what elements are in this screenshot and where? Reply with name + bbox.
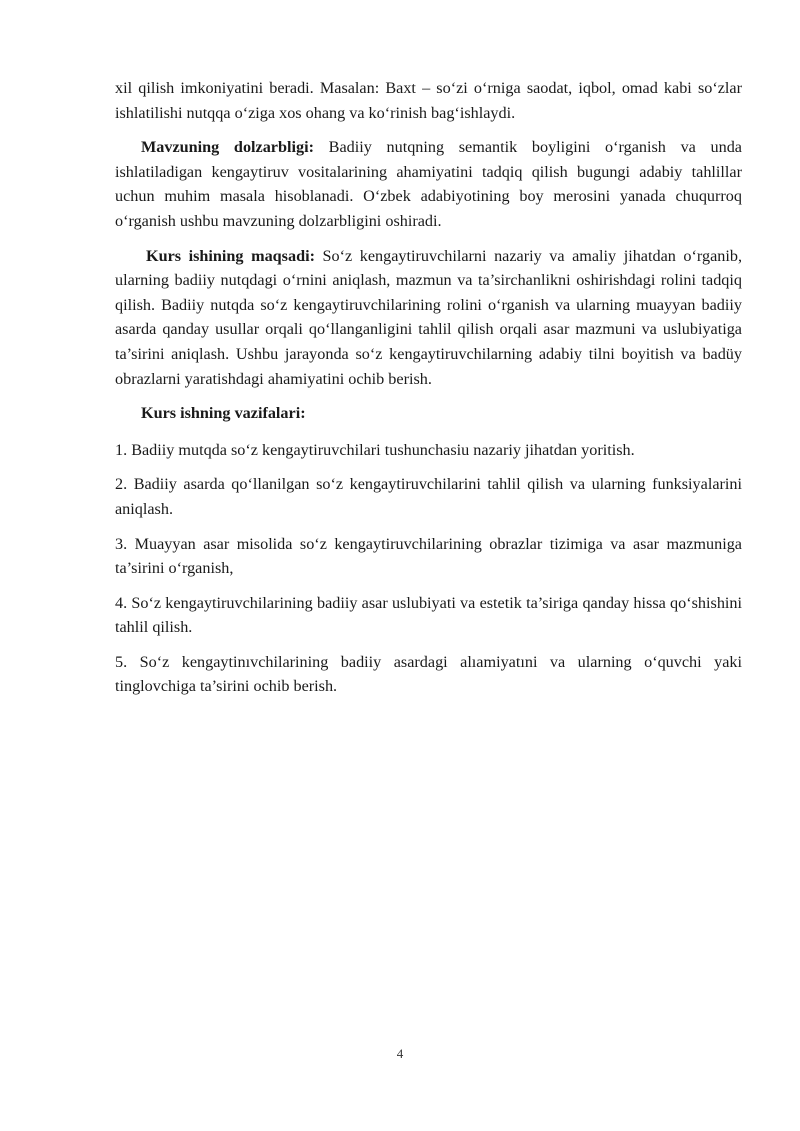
goal-label: Kurs ishining maqsadi:: [146, 246, 315, 265]
task-item-5: 5. So‘z kengaytinıvchilarining badiiy asardagi alıamiyatıni va ularning o‘quvchi yaki tinglovchiga ta’sirini ochib berish.: [115, 652, 742, 696]
task-item-2: 2. Badiiy asarda qo‘llanilgan so‘z kengaytiruvchilarini tahlil qilish va ularning funksiyalarini aniqlash.: [115, 475, 742, 518]
relevance-paragraph: [115, 135, 742, 233]
relevance-text: Badiiy nutqning semantik boyligini o‘rganish va unda ishlatiladigan kengaytiruv vositalarining ahamiyatini tadqiq qilish bugungi adabiy tahlillar uchun muhim masala hisoblanadi. O‘zbek adabiyotining boy merosini yanada chuqurroq o‘rganish ushbu mavzuning dolzarbligini oshiradi.: [115, 138, 742, 230]
task-item-3: 3. Muayyan asar misolida so‘z kengaytiruvchilarining obrazlar tizimiga va asar mazmuniga ta’sirini o‘rganish,: [115, 534, 742, 578]
task-item-1: 1. Badiiy mutqda so‘z kengaytiruvchilari tushunchasiu nazariy jihatdan yoritish.: [115, 440, 635, 459]
relevance-label: Mavzuning dolzarbligi:: [141, 138, 314, 157]
document-page: [115, 76, 742, 709]
intro-paragraph: xil qilish imkoniyatini beradi. Masalan: Baxt – so‘zi o‘rniga saodat, iqbol, omad kabi so‘zlar ishlatilishi nutqqa o‘ziga xos ohang va ko‘rinish bag‘ishlaydi.: [115, 79, 742, 122]
page-number: 4: [396, 1046, 404, 1061]
goal-text: So‘z kengaytiruvchilarni nazariy va amaliy jihatdan o‘rganib, ularning badiiy nutqdagi o‘rnini aniqlash, mazmun va ta’sirchanlikni oshirishdagi rolini tadqiq qilish. Badiiy nutqda so‘z kengaytiruvchilarining rolini o‘rganish va ularning muayyan badiiy asarda qanday usullar orqali qo‘llanganligini tahlil qilish orqali asar mazmuni va uslubiyatiga ta’sirini aniqlash. Ushbu jarayonda so‘z kengaytiruvchilarning adabiy tilni boyitish va badüy obrazlarni yaratishdagi ahamiyatini ochib berish.: [115, 246, 743, 388]
goal-paragraph: [115, 244, 742, 392]
task-item-4: 4. So‘z kengaytiruvchilarining badiiy asar uslubiyati va estetik ta’siriga qanday hissa qo‘shishini tahlil qilish.: [115, 593, 742, 637]
tasks-heading: Kurs ishning vazifalari:: [141, 404, 306, 423]
